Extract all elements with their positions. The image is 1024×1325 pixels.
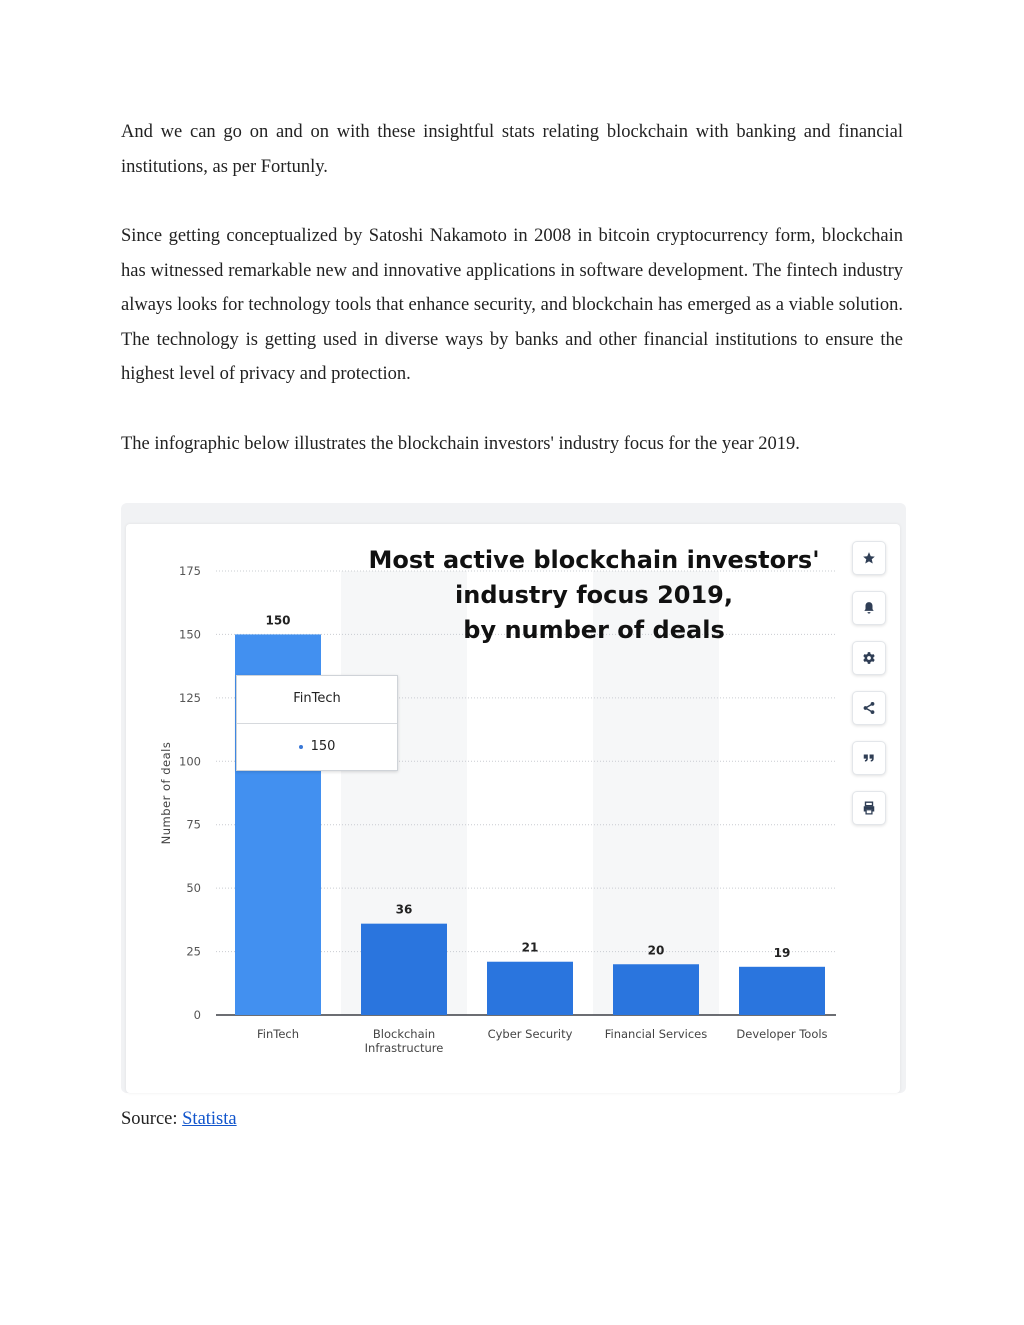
bar [487, 962, 573, 1015]
y-tick-label: 175 [179, 564, 201, 578]
star-icon [862, 551, 876, 565]
statista-link[interactable]: Statista [182, 1109, 237, 1129]
print-button[interactable] [852, 791, 886, 825]
y-tick-label: 0 [193, 1008, 201, 1022]
y-tick-label: 25 [186, 944, 201, 959]
bar-value-label: 19 [773, 945, 791, 960]
x-tick-label: Blockchain [372, 1027, 436, 1041]
settings-button[interactable] [852, 641, 886, 675]
source-label: Source: [121, 1109, 178, 1129]
bar [739, 967, 825, 1015]
x-tick-label: Infrastructure [364, 1041, 444, 1055]
bar-value-label: 21 [521, 940, 539, 955]
share-icon [862, 701, 876, 715]
chart-title [356, 543, 832, 648]
bar-value-label: 20 [647, 943, 665, 958]
tooltip-value-row [237, 724, 397, 770]
x-tick-label: FinTech [256, 1027, 300, 1041]
y-axis-title: Number of deals [159, 741, 173, 845]
x-tick-label: Financial Services [604, 1027, 708, 1041]
quote-icon [862, 751, 876, 765]
tooltip-value: 150 [310, 739, 336, 754]
paragraph-blockchain-history: Since getting conceptualized by Satoshi Nakamoto in 2008 in bitcoin cryptocurrency form, blockchain has witnessed remarkable new and innovative applications in software development. The fintech industry always looks for technology tools that enhance security, and blockchain has emerged as a viable solution. The technology is getting used in diverse ways by banks and other financial institutions to ensure the highest level of privacy and protection. [121, 226, 903, 384]
tooltip-title: FinTech [237, 676, 397, 724]
share-button[interactable] [852, 691, 886, 725]
y-tick-label: 75 [186, 817, 201, 832]
y-tick-label: 50 [186, 881, 201, 896]
favorite-button[interactable] [852, 541, 886, 575]
bar [613, 964, 699, 1015]
print-icon [862, 801, 876, 815]
y-tick-label: 125 [179, 690, 201, 705]
y-tick-label: 150 [179, 627, 201, 642]
notification-button[interactable] [852, 591, 886, 625]
chart-title-line-3: by number of deals [463, 616, 725, 644]
source-line [121, 1104, 237, 1134]
bar-value-label: 150 [265, 613, 291, 628]
gear-icon [862, 651, 876, 665]
cite-button[interactable] [852, 741, 886, 775]
x-tick-label: Cyber Security [487, 1027, 573, 1041]
paragraph-fortunly-stats: And we can go on and on with these insightful stats relating blockchain with banking and financial institutions, as per Fortunly. [121, 122, 903, 177]
bar-value-label: 36 [395, 902, 413, 917]
chart-title-line-1: Most active blockchain investors' [368, 546, 820, 574]
chart-toolbar [852, 541, 886, 841]
y-tick-label: 100 [179, 754, 201, 769]
bar [361, 924, 447, 1015]
paragraph-infographic-intro: The infographic below illustrates the blockchain investors' industry focus for the year 2019. [121, 434, 800, 454]
bell-icon [862, 601, 876, 615]
x-tick-label: Developer Tools [736, 1027, 828, 1041]
chart-title-line-2: industry focus 2019, [455, 581, 733, 609]
series-dot-icon [299, 745, 303, 749]
chart-tooltip [236, 675, 398, 771]
